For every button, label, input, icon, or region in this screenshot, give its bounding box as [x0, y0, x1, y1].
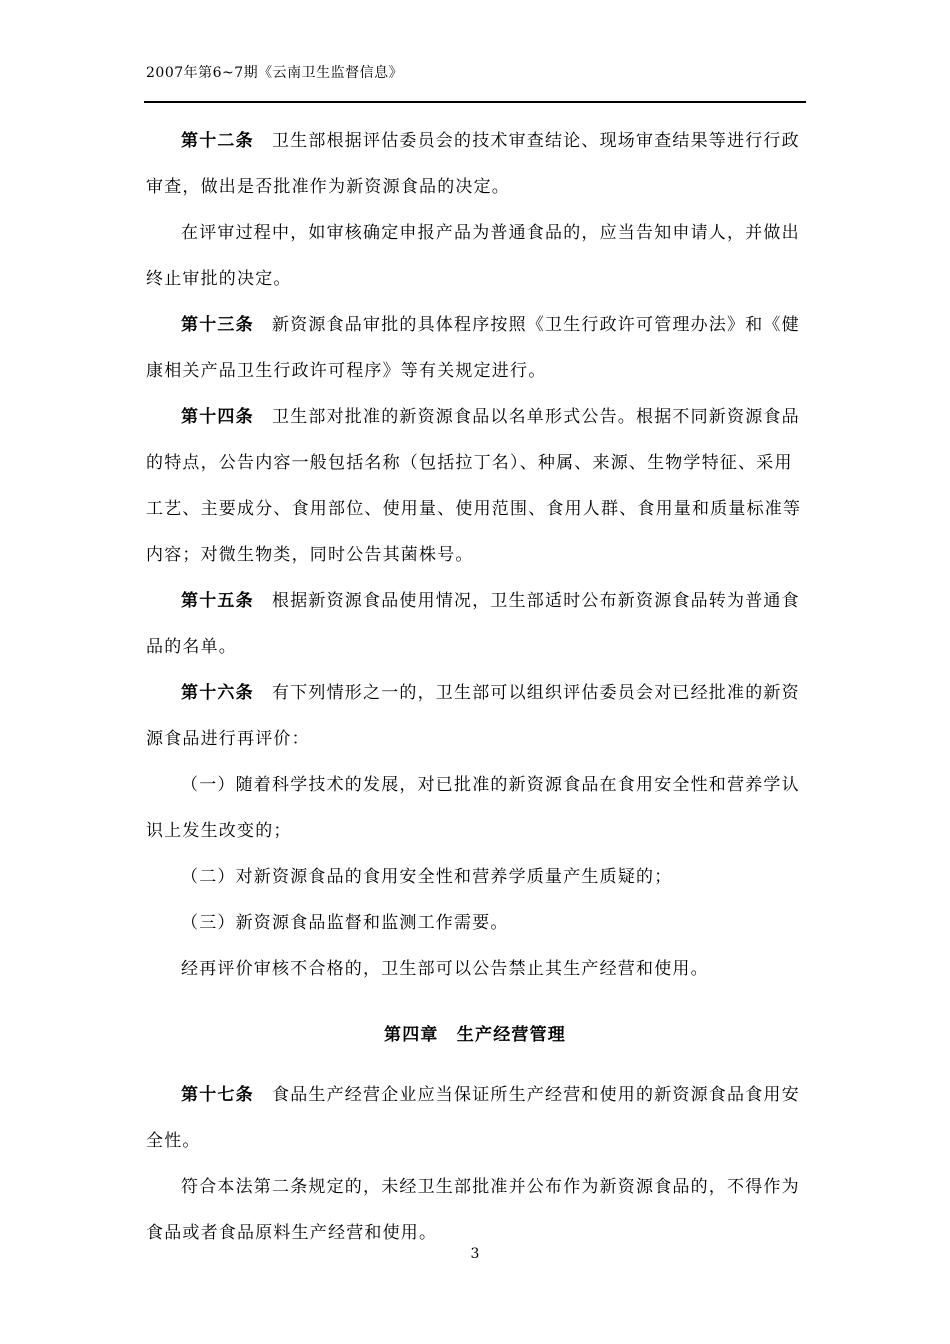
- running-header: 2007年第6~7期《云南卫生监督信息》: [146, 65, 404, 81]
- paragraph-text: 根据新资源食品使用情况，卫生部适时公布新资源食品转为普通食品的名单。: [146, 591, 800, 657]
- article-number: 第十四条: [181, 407, 254, 427]
- article-number: 第十二条: [181, 131, 254, 151]
- header-rule: [144, 101, 806, 103]
- paragraph-text: 食品生产经营企业应当保证所生产经营和使用的新资源食品食用安全性。: [146, 1085, 800, 1151]
- paragraph: [146, 118, 804, 210]
- list-item: [146, 762, 804, 854]
- paragraph-text: （三）新资源食品监督和监测工作需要。: [181, 913, 509, 933]
- paragraph-text: 卫生部对批准的新资源食品以名单形式公告。根据不同新资源食品的特点，公告内容一般包括名称（包括拉丁名）、种属、来源、生物学特征、采用工艺、主要成分、食用部位、使用量、使用范围、食用人群、食用量和质量标准等内容；对微生物类，同时公告其菌株号。: [146, 407, 802, 565]
- paragraph: [146, 578, 804, 670]
- chapter-heading: 第四章 生产经营管理: [384, 1025, 566, 1045]
- list-item: [146, 900, 804, 946]
- paragraph: [146, 670, 804, 762]
- paragraph: [146, 394, 804, 578]
- paragraph: [146, 302, 804, 394]
- paragraph-text: 新资源食品审批的具体程序按照《卫生行政许可管理办法》和《健康相关产品卫生行政许可程序》等有关规定进行。: [146, 315, 800, 381]
- paragraph: [146, 946, 804, 992]
- article-number: 第十七条: [181, 1085, 254, 1105]
- paragraph: [146, 1072, 804, 1164]
- document-body: [146, 118, 804, 1256]
- list-item: [146, 854, 804, 900]
- article-number: 第十三条: [181, 315, 254, 335]
- paragraph-text: 经再评价审核不合格的，卫生部可以公告禁止其生产经营和使用。: [181, 959, 709, 979]
- paragraph: [146, 210, 804, 302]
- paragraph: [146, 1164, 804, 1256]
- paragraph-text: （二）对新资源食品的食用安全性和营养学质量产生质疑的；: [181, 867, 673, 887]
- paragraph-text: 符合本法第二条规定的，未经卫生部批准并公布作为新资源食品的，不得作为食品或者食品原料生产经营和使用。: [146, 1177, 800, 1243]
- article-number: 第十六条: [181, 683, 254, 703]
- paragraph-text: （一）随着科学技术的发展，对已批准的新资源食品在食用安全性和营养学认识上发生改变的；: [146, 775, 800, 841]
- paragraph-text: 卫生部根据评估委员会的技术审查结论、现场审查结果等进行行政审查，做出是否批准作为新资源食品的决定。: [146, 131, 800, 197]
- paragraph-text: 在评审过程中，如审核确定申报产品为普通食品的，应当告知申请人，并做出终止审批的决定。: [146, 223, 800, 289]
- page-number: 3: [470, 1246, 480, 1262]
- paragraph-text: 有下列情形之一的，卫生部可以组织评估委员会对已经批准的新资源食品进行再评价：: [146, 683, 800, 749]
- article-number: 第十五条: [181, 591, 254, 611]
